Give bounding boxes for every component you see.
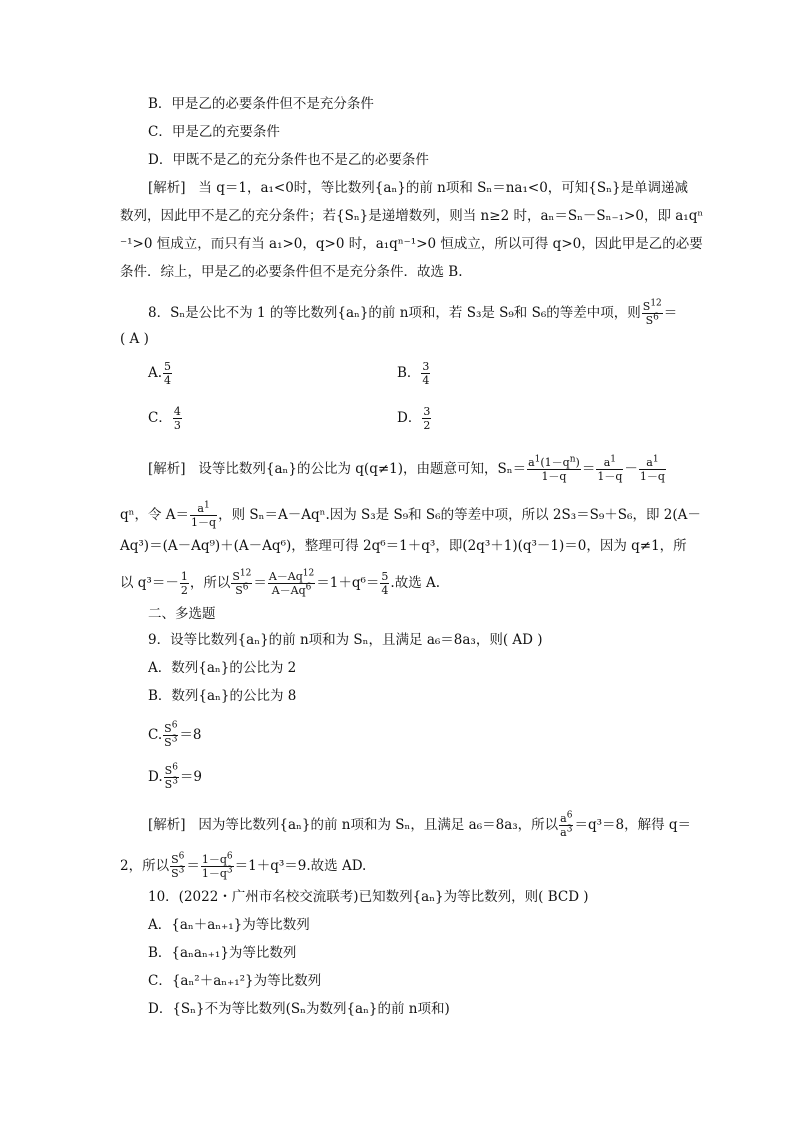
q7-analysis-line-2: 数列，因此甲不是乙的充分条件；若{Sₙ}是递增数列，则当 n≥2 时，aₙ＝Sₙ－Sₙ₋₁>0，即 a₁qⁿ	[120, 208, 704, 224]
q8-stem: 8．Sₙ是公比不为 1 的等比数列{aₙ}的前 n项和，若 S₃是 S₉和 S₆的等差中项，则 $\frac{S^{12}}{S^6}$ ＝	[148, 298, 678, 327]
q10-option-a: A．{aₙ＋aₙ₊₁}为等比数列	[148, 917, 310, 933]
q9-option-c: C. $\frac{S^6}{S^3}$ ＝8	[148, 720, 202, 749]
q8-option-c: C． $\frac{4}{3}$	[148, 405, 181, 432]
q9-stem: 9．设等比数列{aₙ}的前 n项和为 Sₙ，且满足 a₆＝8a₃，则( AD )	[148, 632, 543, 648]
q9-option-b: B．数列{aₙ}的公比为 8	[148, 688, 297, 704]
q9-option-a: A．数列{aₙ}的公比为 2	[148, 660, 297, 676]
q7-analysis-line-3: ⁻¹>0 恒成立，而只有当 a₁>0，q>0 时，a₁qⁿ⁻¹>0 恒成立，所以可得 q>0，因此甲是乙的必要	[120, 236, 703, 252]
q8-analysis-line-3: Aq³)＝(A－Aq⁹)＋(A－Aq⁶)，整理可得 2q⁶＝1＋q³，即(2q³＋1)(q³－1)＝0，因为 q≠1，所	[120, 538, 687, 554]
section-heading: 二、多选题	[148, 606, 216, 622]
q8-option-b: B． $\frac{3}{4}$	[397, 360, 430, 387]
q8-option-d: D． $\frac{3}{2}$	[397, 405, 431, 432]
q8-analysis-line-4: 以 q³＝－ $\frac{1}{2}$ ，所以 $\frac{S^{12}}{S^6}$ ＝ $\frac{A-Aq^{12}}{A-Aq^6}$ ＝1＋q⁶＝ $\frac{5}{4}$ .故选 A.	[120, 568, 441, 597]
q8-analysis-line-1: [解析] 设等比数列{aₙ}的公比为 q(q≠1)，由题意可知，Sₙ＝ $\frac{a^1(1-q^n)}{1-q}$ ＝ $\frac{a^1}{1-q}$ － $\frac{a^1}{1-q}$	[148, 454, 665, 483]
q8-answer: ( A )	[120, 331, 149, 347]
analysis-label: [解析]	[148, 180, 186, 196]
q9-option-d: D. $\frac{S^6}{S^3}$ ＝9	[148, 762, 203, 791]
q8-option-a: A. $\frac{5}{4}$	[148, 360, 172, 387]
fraction: $\frac{S^{12}}{S^6}$	[642, 298, 662, 327]
q9-analysis-line-2: 2，所以 $\frac{S^6}{S^3}$ ＝ $\frac{1-q^6}{1-q^3}$ ＝1＋q³＝9.故选 AD.	[120, 851, 367, 880]
q7-analysis-line-1: [解析] 当 q＝1，a₁<0时，等比数列{aₙ}的前 n项和 Sₙ＝na₁<0，可知{Sₙ}是单调递减	[148, 180, 689, 196]
q10-option-c: C．{aₙ²＋aₙ₊₁²}为等比数列	[148, 973, 322, 989]
q7-analysis-line-4: 条件．综上，甲是乙的必要条件但不是充分条件．故选 B.	[120, 264, 463, 280]
q10-stem: 10．(2022・广州市名校交流联考)已知数列{aₙ}为等比数列，则( BCD )	[148, 889, 589, 905]
q10-option-d: D．{Sₙ}不为等比数列(Sₙ为数列{aₙ}的前 n项和)	[148, 1001, 450, 1017]
q7-option-d: D．甲既不是乙的充分条件也不是乙的必要条件	[148, 152, 429, 168]
q7-option-c: C．甲是乙的充要条件	[148, 124, 280, 140]
q7-option-b: B．甲是乙的必要条件但不是充分条件	[148, 96, 374, 112]
q9-analysis-line-1: [解析] 因为等比数列{aₙ}的前 n项和为 Sₙ，且满足 a₆＝8a₃，所以 $\frac{a^6}{a^3}$ ＝q³＝8，解得 q＝	[148, 810, 692, 839]
q10-option-b: B．{aₙaₙ₊₁}为等比数列	[148, 945, 297, 961]
q8-analysis-line-2: qⁿ，令 A＝ $\frac{a^1}{1-q}$ ，则 Sₙ＝A－Aqⁿ.因为 S₃是 S₉和 S₆的等差中项，所以 2S₃＝S₉＋S₆，即 2(A－	[120, 500, 701, 529]
